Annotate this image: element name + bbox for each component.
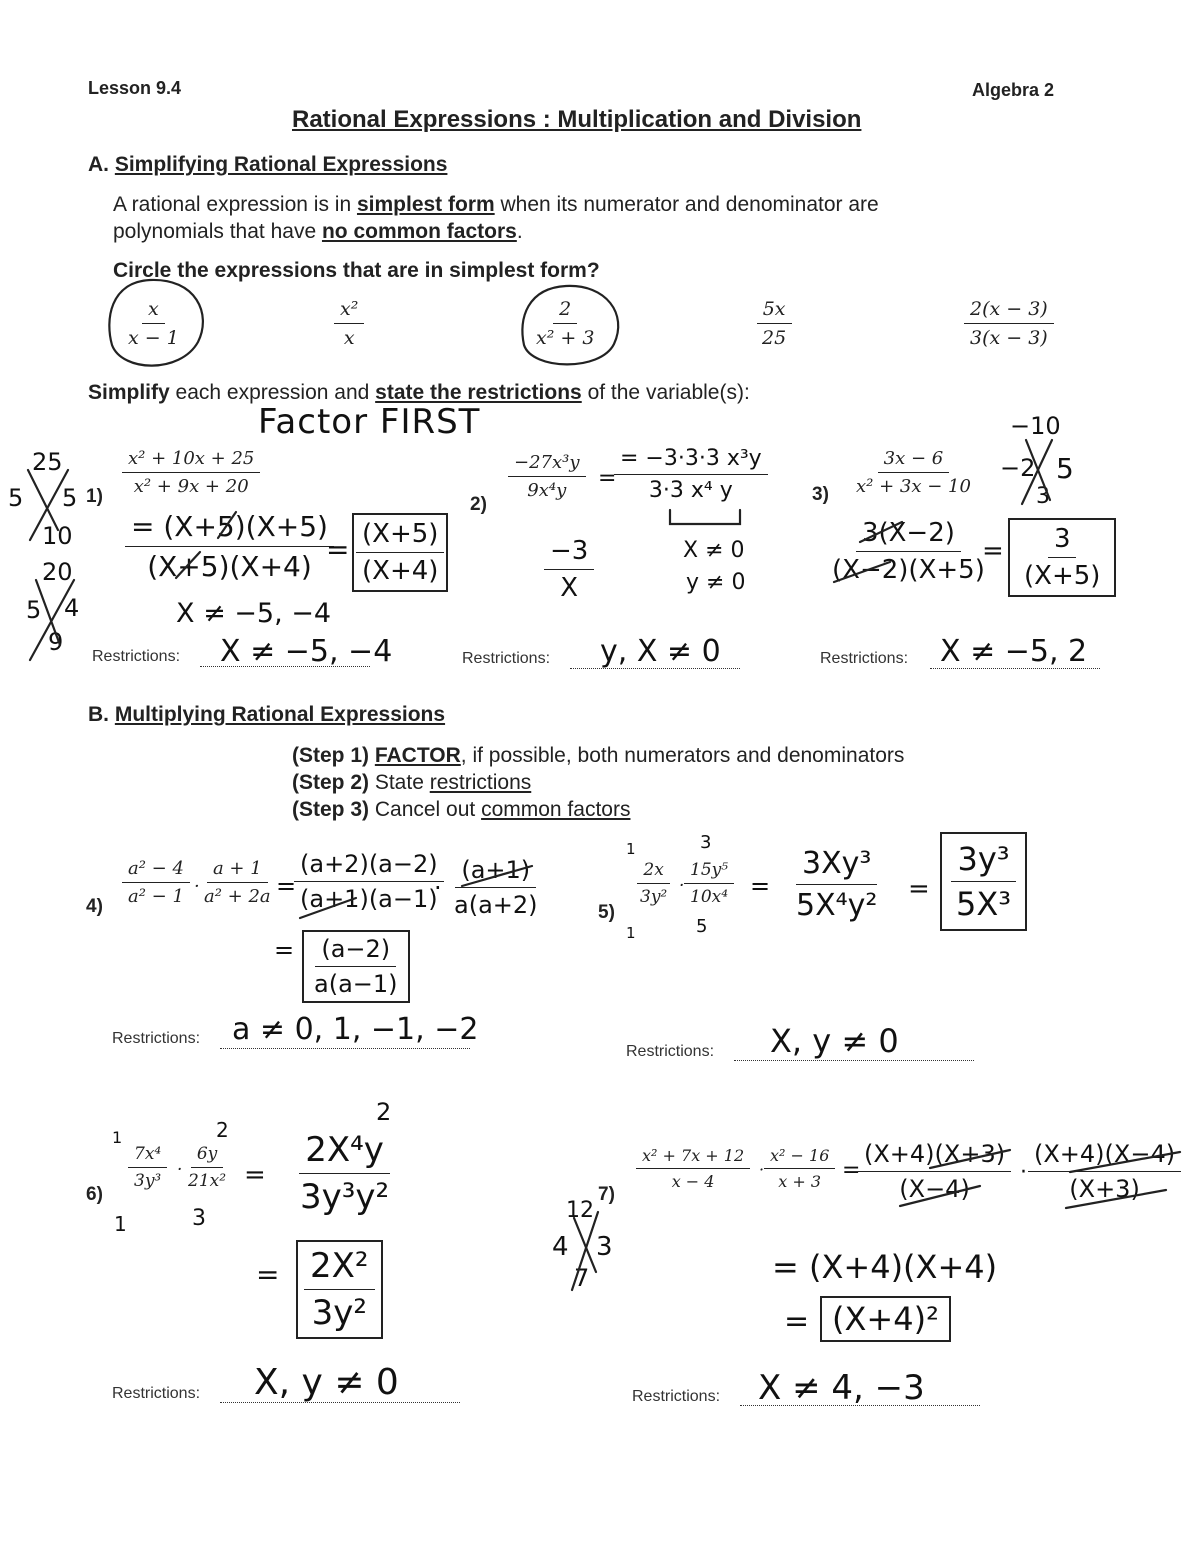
side-work-1-left: 5 bbox=[8, 484, 24, 512]
side-work-3-left: −2 bbox=[1000, 454, 1036, 482]
factor-x-mark-1a bbox=[28, 470, 58, 530]
problem-7-side-left: 4 bbox=[552, 1232, 569, 1262]
side-work-2-left: 5 bbox=[26, 596, 42, 624]
side-work-1-top: 25 bbox=[32, 448, 63, 476]
section-a-title: Simplifying Rational Expressions bbox=[114, 153, 448, 176]
problem-6-mark-2: 2 bbox=[216, 1118, 229, 1142]
problem-2-restrictions-label: Restrictions: bbox=[462, 650, 551, 667]
problem-7-expanded: = (X+4)(X+4) bbox=[772, 1248, 998, 1286]
problem-6-fraction-1: $\frac{\text{7x⁴}}{\text{3y³}}$ bbox=[128, 1144, 167, 1191]
problem-2-work-y: y ≠ 0 bbox=[686, 570, 746, 595]
side-work-2-top: 20 bbox=[42, 558, 73, 586]
problem-6-mark-3: 1 bbox=[114, 1212, 127, 1236]
problem-2-factored: $\frac{\text{= −3·3·3 x³y}}{\text{3·3 x⁴ y}}$ bbox=[614, 446, 768, 503]
problem-5-mark-1: 1 bbox=[626, 840, 636, 858]
section-a-letter: A. bbox=[88, 153, 109, 176]
problem-5-mark-2: 3 bbox=[700, 832, 712, 853]
simplify-instruction: Simplify each expression and state the restrictions of the variable(s): bbox=[88, 381, 750, 404]
side-work-1-bottom: 10 bbox=[42, 522, 73, 550]
problem-6-answer: $\frac{\text{2X²}}{\text{3y²}}$ bbox=[296, 1240, 383, 1339]
step-3: (Step 3) Cancel out common factors bbox=[292, 798, 631, 821]
page-title: Rational Expressions : Multiplication and Division bbox=[292, 106, 862, 133]
problem-1-work-restriction: X ≠ −5, −4 bbox=[176, 598, 332, 629]
problem-4-restrictions-answer: a ≠ 0, 1, −1, −2 bbox=[232, 1012, 479, 1047]
cancel-mark-7d bbox=[930, 1150, 1010, 1168]
problem-1-answer: $\frac{(X+5)}{(X+4)}$ bbox=[352, 513, 448, 592]
problem-7-fraction-1: $\frac{\text{x² + 7x + 12}}{x - 4}$ bbox=[636, 1146, 750, 1191]
bracket-mark-2 bbox=[670, 510, 740, 524]
factor-x-mark-2b bbox=[30, 580, 74, 660]
problem-4-label: 4) bbox=[86, 896, 103, 917]
problem-3-answer: $\frac{3}{(X+5)}$ bbox=[1008, 518, 1116, 597]
side-work-3-right: 5 bbox=[1056, 452, 1074, 485]
lesson-number: Lesson 9.4 bbox=[88, 78, 182, 98]
problem-1-restrictions-label: Restrictions: bbox=[92, 648, 181, 665]
problem-7-restrictions-label: Restrictions: bbox=[632, 1388, 721, 1405]
problem-6-mark-5: 2 bbox=[376, 1098, 392, 1126]
cancel-mark-7a bbox=[900, 1186, 980, 1206]
problem-7-side-top: 12 bbox=[566, 1198, 594, 1223]
problem-5-label: 5) bbox=[598, 902, 615, 923]
cancel-mark-3b bbox=[834, 562, 890, 582]
problem-7-answer: (X+4)² bbox=[820, 1296, 951, 1342]
problem-2-restrictions-answer: y, X ≠ 0 bbox=[600, 634, 721, 669]
problem-7-side-bottom: 7 bbox=[574, 1264, 590, 1292]
problem-2-expression: $\frac{\text{−27x³y}}{\text{9x⁴y}}$ bbox=[508, 452, 586, 501]
problem-5-restrictions-label: Restrictions: bbox=[626, 1043, 715, 1060]
problem-2-answer: $\frac{-3}{X}$ bbox=[544, 536, 594, 603]
definition-text: A rational expression is in simplest form when its numerator and denominator are polynomials that have no common factors. bbox=[113, 193, 879, 243]
problem-5-work: $\frac{\text{3Xy³}}{\text{5X⁴y²}}$ bbox=[796, 846, 878, 923]
problem-6-mark-1: 1 bbox=[112, 1128, 123, 1147]
side-work-2-bottom: 9 bbox=[48, 628, 64, 656]
factor-x-mark-1b bbox=[30, 470, 68, 540]
problem-3-factored: $\frac{3(X-2)}{(X-2)(X+5)}$ bbox=[832, 518, 985, 585]
side-work-1-right: 5 bbox=[62, 484, 78, 512]
problem-5-mark-4: 5 bbox=[696, 916, 708, 937]
section-b-letter: B. bbox=[88, 703, 109, 726]
side-work-2-right: 4 bbox=[64, 594, 80, 622]
problem-7-restrictions-answer: X ≠ 4, −3 bbox=[758, 1368, 925, 1408]
problem-3-label: 3) bbox=[812, 484, 829, 505]
cancel-mark-3a bbox=[860, 522, 902, 542]
problem-3-expression: $\frac{3x - 6}{\text{x² + 3x − 10}}$ bbox=[856, 448, 971, 497]
problem-5-fraction-2: $\frac{\text{15y⁵}}{\text{10x⁴}}$ bbox=[684, 860, 734, 907]
problem-7-label: 7) bbox=[598, 1184, 615, 1205]
problem-1-label: 1) bbox=[86, 486, 103, 507]
problem-7-factored-2: $\frac{(X+4)(X-4)}{(X+3)}$ bbox=[1028, 1140, 1181, 1203]
problem-4-factored-2: $\frac{(a+1)}{a(a+2)}$ bbox=[454, 856, 538, 919]
side-work-3-bottom: 3 bbox=[1036, 484, 1050, 509]
problem-1-expression: $\frac{\text{x² + 10x + 25}}{\text{x² + 9x + 20}}$ bbox=[122, 448, 260, 497]
problem-5-fraction-1: $\frac{2x}{\text{3y²}}$ bbox=[634, 860, 673, 907]
simplest-form-term: simplest form bbox=[356, 193, 495, 216]
problem-2-work-x: X ≠ 0 bbox=[683, 538, 745, 563]
problem-7-side-right: 3 bbox=[596, 1232, 613, 1262]
cancel-mark-4a bbox=[300, 898, 356, 918]
problem-6-work: $\frac{\text{2X⁴y}}{\text{3y³y²}}$ bbox=[300, 1130, 390, 1217]
problem-6-mark-4: 3 bbox=[192, 1206, 206, 1231]
problem-4-answer: $\frac{(a-2)}{a(a-1)}$ bbox=[302, 930, 410, 1003]
circle-mark-expression-3 bbox=[522, 286, 618, 364]
problem-6-restrictions-label: Restrictions: bbox=[112, 1385, 201, 1402]
step-1: (Step 1) FACTOR, if possible, both numerators and denominators bbox=[292, 744, 905, 767]
problem-2-label: 2) bbox=[470, 494, 487, 515]
problem-1-factored: $\frac{= (X+5)(X+5)}{(X+5)(X+4)}$ bbox=[125, 510, 334, 583]
problem-5-restrictions-answer: X, y ≠ 0 bbox=[770, 1022, 899, 1060]
cancel-mark-1b bbox=[176, 552, 200, 578]
problem-6-fraction-2: $\frac{6y}{\text{21x²}}$ bbox=[188, 1144, 227, 1191]
expression-2: $\frac{\text{x²}}{x}$ bbox=[334, 298, 364, 349]
problem-3-restrictions-label: Restrictions: bbox=[820, 650, 909, 667]
course-name: Algebra 2 bbox=[972, 80, 1055, 100]
expression-5: $\frac{2(x - 3)}{3(x - 3)}$ bbox=[964, 298, 1054, 349]
side-work-3-top: −10 bbox=[1010, 412, 1061, 440]
cancel-mark-7b bbox=[1070, 1152, 1180, 1172]
problem-4-factored-1: $\frac{(a+2)(a-2)}{(a+1)(a-1)}$ bbox=[294, 850, 444, 913]
circle-mark-expression-1 bbox=[109, 280, 203, 366]
problem-1-restrictions-answer: X ≠ −5, −4 bbox=[220, 634, 393, 669]
expression-3: $\frac{2}{\text{x² + 3}}$ bbox=[536, 298, 595, 349]
problem-4-restrictions-label: Restrictions: bbox=[112, 1030, 201, 1047]
cancel-mark-1a bbox=[218, 512, 236, 538]
problem-4-fraction-2: $\frac{a + 1}{\text{a² + 2a}}$ bbox=[204, 858, 271, 907]
problem-7-factored-1: $\frac{(X+4)(X+3)}{(X-4)}$ bbox=[858, 1140, 1011, 1203]
cancel-mark-7c bbox=[1066, 1190, 1166, 1208]
expression-1: $\frac{x}{x - 1}$ bbox=[128, 298, 179, 349]
problem-5-answer: $\frac{\text{3y³}}{\text{5X³}}$ bbox=[940, 832, 1027, 931]
factor-first-note: Factor FIRST bbox=[258, 402, 481, 442]
problem-4-fraction-1: $\frac{\text{a² − 4}}{\text{a² − 1}}$ bbox=[122, 858, 190, 907]
section-b-title: Multiplying Rational Expressions bbox=[114, 703, 446, 726]
cancel-mark-4b bbox=[462, 866, 532, 886]
no-common-factors-term: no common factors bbox=[321, 220, 517, 243]
problem-5-mark-3: 1 bbox=[626, 924, 636, 942]
expression-4: $\frac{5x}{25}$ bbox=[756, 298, 792, 349]
problem-6-label: 6) bbox=[86, 1184, 103, 1205]
problem-3-restrictions-answer: X ≠ −5, 2 bbox=[940, 634, 1088, 669]
circle-prompt: Circle the expressions that are in simplest form? bbox=[113, 259, 600, 282]
step-2: (Step 2) State restrictions bbox=[292, 771, 532, 794]
problem-7-fraction-2: $\frac{\text{x² − 16}}{x + 3}$ bbox=[764, 1146, 835, 1191]
problem-6-restrictions-answer: X, y ≠ 0 bbox=[254, 1362, 399, 1403]
